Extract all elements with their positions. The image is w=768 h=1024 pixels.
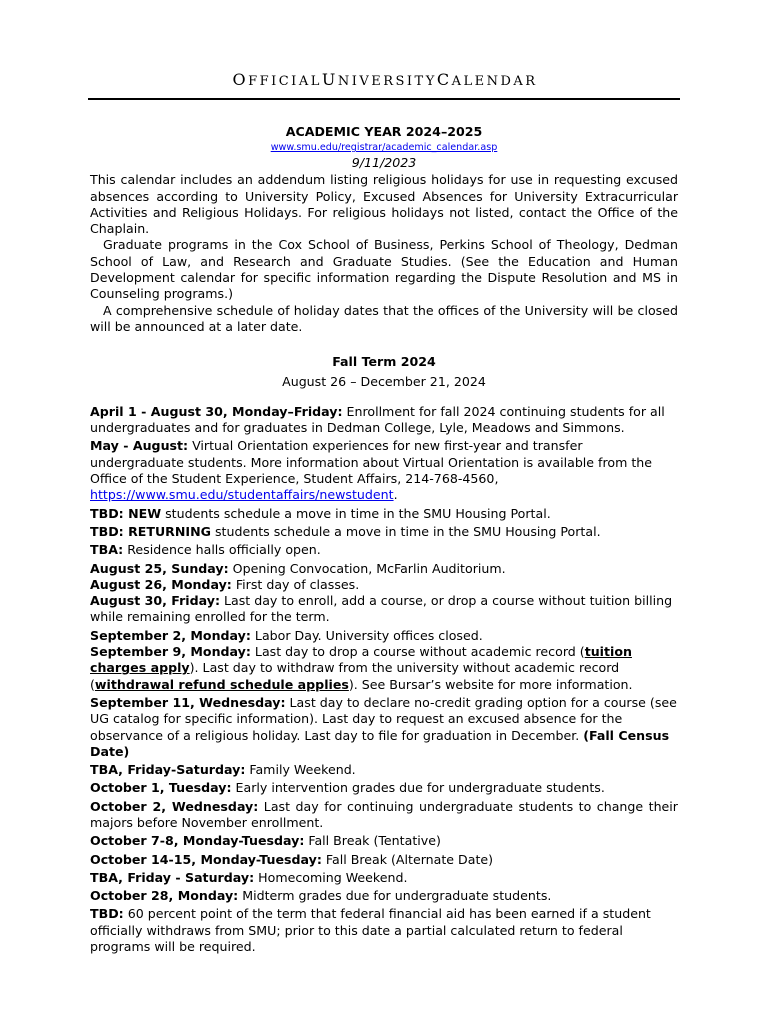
entry-text: Opening Convocation, McFarlin Auditorium.: [228, 560, 506, 576]
calendar-entry: [90, 644, 678, 693]
entry-text: Labor Day. University offices closed.: [250, 627, 483, 643]
entry-text: First day of classes.: [231, 576, 360, 592]
title-word: NIVERSITY: [337, 74, 437, 89]
entry-label: August 25, Sunday:: [90, 560, 229, 576]
title-initial: U: [321, 70, 338, 89]
title-initial: O: [232, 70, 249, 89]
entry-label: August 26, Monday:: [90, 576, 232, 592]
title-initial: C: [436, 70, 452, 89]
entry-label: May - August:: [90, 438, 189, 454]
entry-label: September 9, Monday:: [90, 644, 251, 660]
calendar-entry: [90, 906, 678, 955]
entry-label: TBD: RETURNING: [90, 523, 211, 539]
entry-text: Homecoming Weekend.: [254, 869, 408, 885]
calendar-entry: [90, 524, 678, 540]
entry-text: 60 percent point of the term that federal financial aid has been earned if a student officially withdraws from SMU; prior to this date a partial calculated return to federal programs will be required.: [90, 906, 651, 955]
entry-text: Residence halls officially open.: [123, 542, 321, 558]
document-header-title: [90, 70, 680, 89]
entry-label: TBA, Friday - Saturday:: [90, 869, 255, 885]
calendar-entry: [90, 542, 678, 558]
entry-text: Last day to enroll, add a course, or drop a course without tuition billing while remaining enrolled for the term.: [90, 593, 673, 625]
title-word: ALENDAR: [451, 74, 538, 89]
entry-label: October 7-8, Monday-Tuesday:: [90, 833, 305, 849]
entry-text: Virtual Orientation experiences for new first-year and transfer undergraduate students. More information about Virtual Orientation is available from the Office of the Student Experience, Student Affairs, 214-768-4560,: [90, 438, 653, 487]
entry-text: Family Weekend.: [245, 762, 356, 778]
entry-label: October 14-15, Monday-Tuesday:: [90, 851, 322, 867]
entry-label: September 2, Monday:: [90, 627, 251, 643]
calendar-entry: [90, 628, 678, 644]
entry-text-end: .: [393, 487, 398, 503]
calendar-entry: [90, 833, 678, 849]
entry-label: TBD: NEW: [90, 505, 162, 521]
intro-paragraph: A comprehensive schedule of holiday dates that the offices of the University will be closed will be announced at a later date.: [90, 302, 678, 334]
withdrawal-refund-link[interactable]: withdrawal refund schedule applies: [94, 676, 349, 692]
calendar-entries: [90, 404, 678, 956]
newstudent-link[interactable]: https://www.smu.edu/studentaffairs/newstudent: [90, 487, 394, 503]
calendar-entry: [90, 780, 678, 796]
entry-text: Fall Break (Tentative): [304, 833, 441, 849]
entry-text: Fall Break (Alternate Date): [321, 851, 494, 867]
calendar-entry: [90, 888, 678, 904]
entry-label: TBA, Friday-Saturday:: [90, 762, 246, 778]
entry-text: Early intervention grades due for undergraduate students.: [231, 780, 605, 796]
calendar-entry: [90, 852, 678, 868]
entry-text: Enrollment for fall 2024 continuing students for all undergraduates and for graduates in Dedman College, Lyle, Meadows and Simmons.: [90, 403, 665, 436]
census-date-note: (Fall Census Date): [90, 727, 670, 759]
entry-text: ). Last day to withdraw from the university without academic record (: [90, 660, 620, 692]
entry-label: September 11, Wednesday:: [90, 694, 286, 710]
title-word: FFICIAL: [248, 74, 322, 89]
entry-text: Last day to declare no-credit grading option for a course (see UG catalog for specific information). Last day to request an excused absence for the observance of a religious holiday. Last day to file for graduation in December.: [90, 694, 677, 743]
term-date-range: August 26 – December 21, 2024: [282, 373, 486, 389]
calendar-entry: [90, 799, 678, 832]
intro-paragraph: Graduate programs in the Cox School of Business, Perkins School of Theology, Dedman School of Law, and Research and Graduate Studies. (See the Education and Human Development calendar for specific information regarding the Dispute Resolution and MS in Counseling programs.): [90, 237, 678, 302]
calendar-entry: [90, 870, 678, 886]
term-title: Fall Term 2024: [332, 354, 436, 370]
document-date: 9/11/2023: [351, 155, 417, 171]
entry-text: ). See Bursar’s website for more information.: [348, 676, 633, 692]
entry-text: students schedule a move in time in the SMU Housing Portal.: [210, 523, 601, 539]
entry-text: students schedule a move in time in the SMU Housing Portal.: [161, 505, 551, 521]
calendar-entry: [90, 762, 678, 778]
entry-label: April 1 - August 30, Monday–Friday:: [90, 403, 343, 419]
calendar-entry: [90, 438, 678, 503]
calendar-entry: [90, 506, 678, 522]
entry-label: TBD:: [90, 906, 124, 922]
entry-label: October 1, Tuesday:: [90, 780, 232, 796]
calendar-entry: [90, 577, 678, 593]
calendar-url-link[interactable]: www.smu.edu/registrar/academic_calendar.asp: [270, 142, 498, 154]
calendar-entry: [90, 404, 678, 437]
calendar-entry: [90, 561, 678, 577]
calendar-entry: [90, 593, 678, 626]
entry-text: Midterm grades due for undergraduate students.: [238, 888, 552, 904]
tuition-charges-link[interactable]: tuition charges apply: [90, 644, 632, 676]
entry-text: Last day to drop a course without academic record (: [250, 644, 585, 660]
entry-label: October 28, Monday:: [90, 888, 239, 904]
intro-paragraph: This calendar includes an addendum listing religious holidays for use in requesting excused absences according to University Policy, Excused Absences for University Extracurricular Activities and Religious Holidays. For religious holidays not listed, contact the Office of the Chaplain.: [90, 172, 678, 237]
entry-label: August 30, Friday:: [90, 593, 220, 609]
academic-year-heading: ACADEMIC YEAR 2024–2025: [285, 124, 483, 139]
calendar-entry: [90, 695, 678, 760]
entry-label: October 2, Wednesday:: [90, 798, 259, 814]
document-body: [90, 124, 678, 955]
entry-label: TBA:: [90, 542, 124, 558]
entry-text: Last day for continuing undergraduate students to change their majors before November enrollment.: [90, 798, 678, 830]
header-divider: [88, 98, 680, 100]
